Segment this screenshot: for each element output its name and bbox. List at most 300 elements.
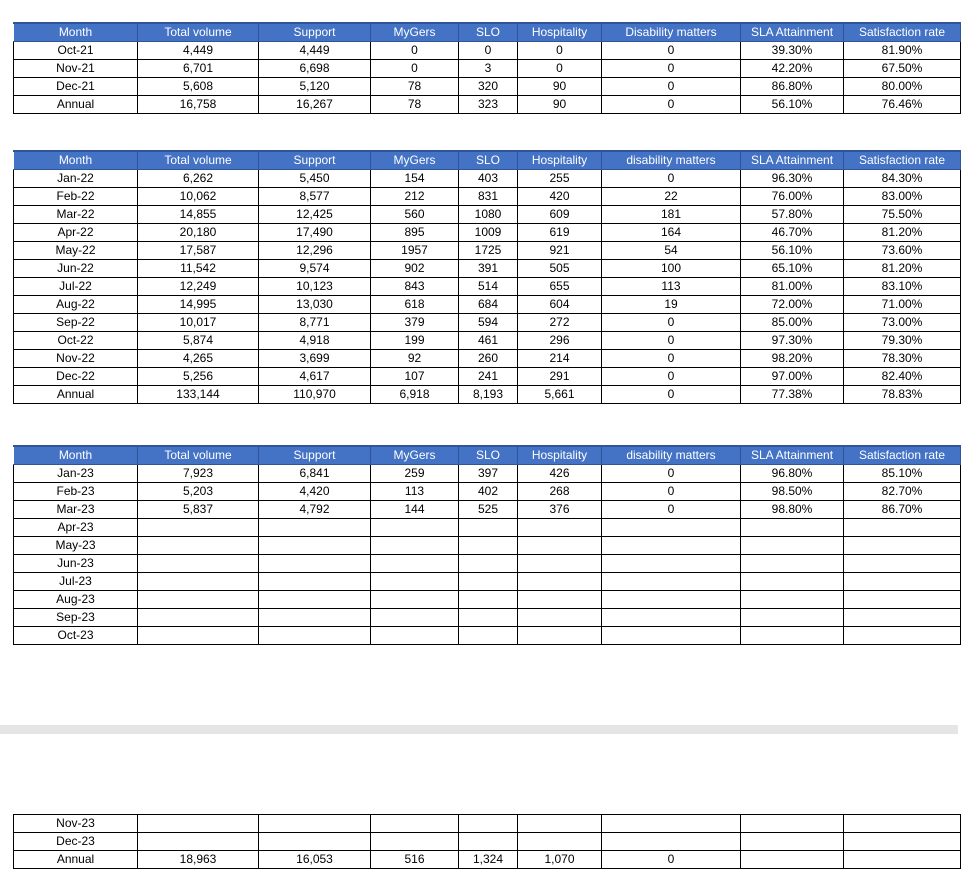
cell-sla-attainment	[741, 555, 844, 573]
cell-mygers: 895	[371, 224, 459, 242]
cell-disability-matters	[602, 573, 741, 591]
table-row	[14, 242, 961, 260]
cell-month: Sep-23	[14, 609, 138, 627]
monthly-stats-table-2021	[13, 22, 961, 114]
table-row	[14, 591, 961, 609]
cell-satisfaction-rate	[844, 591, 961, 609]
cell-satisfaction-rate: 83.00%	[844, 188, 961, 206]
cell-hospitality	[518, 815, 602, 833]
cell-sla-attainment: 39.30%	[741, 42, 844, 60]
cell-satisfaction-rate: 81.20%	[844, 224, 961, 242]
cell-satisfaction-rate: 73.60%	[844, 242, 961, 260]
column-header-satisfaction-rate: Satisfaction rate	[844, 151, 961, 170]
cell-satisfaction-rate: 75.50%	[844, 206, 961, 224]
column-header-sla-attainment: SLA Attainment	[741, 446, 844, 465]
cell-mygers: 843	[371, 278, 459, 296]
cell-month: Jan-22	[14, 170, 138, 188]
cell-sla-attainment	[741, 609, 844, 627]
cell-satisfaction-rate: 78.30%	[844, 350, 961, 368]
cell-disability-matters: 0	[602, 465, 741, 483]
cell-sla-attainment	[741, 573, 844, 591]
cell-disability-matters: 0	[602, 332, 741, 350]
cell-satisfaction-rate: 78.83%	[844, 386, 961, 404]
cell-mygers: 560	[371, 206, 459, 224]
cell-sla-attainment: 96.30%	[741, 170, 844, 188]
cell-total-volume: 133,144	[138, 386, 259, 404]
cell-satisfaction-rate	[844, 537, 961, 555]
cell-disability-matters: 19	[602, 296, 741, 314]
cell-slo: 323	[459, 96, 518, 114]
cell-support: 5,120	[259, 78, 371, 96]
cell-month: Feb-22	[14, 188, 138, 206]
cell-sla-attainment: 97.30%	[741, 332, 844, 350]
cell-sla-attainment	[741, 833, 844, 851]
cell-mygers	[371, 519, 459, 537]
cell-total-volume: 11,542	[138, 260, 259, 278]
cell-disability-matters: 164	[602, 224, 741, 242]
cell-slo: 514	[459, 278, 518, 296]
table-row	[14, 350, 961, 368]
column-header-month: Month	[14, 151, 138, 170]
cell-satisfaction-rate	[844, 833, 961, 851]
cell-disability-matters	[602, 833, 741, 851]
cell-sla-attainment: 56.10%	[741, 242, 844, 260]
table-row	[14, 78, 961, 96]
table-row	[14, 483, 961, 501]
cell-disability-matters: 0	[602, 501, 741, 519]
cell-month: Annual	[14, 386, 138, 404]
cell-satisfaction-rate: 81.90%	[844, 42, 961, 60]
table-row	[14, 42, 961, 60]
cell-mygers	[371, 609, 459, 627]
cell-total-volume: 5,608	[138, 78, 259, 96]
cell-satisfaction-rate	[844, 609, 961, 627]
column-header-slo: SLO	[459, 23, 518, 42]
cell-support: 17,490	[259, 224, 371, 242]
column-header-disability-matters: disability matters	[602, 446, 741, 465]
cell-disability-matters	[602, 591, 741, 609]
cell-month: Annual	[14, 96, 138, 114]
column-header-mygers: MyGers	[371, 23, 459, 42]
table-row	[14, 851, 961, 869]
cell-satisfaction-rate	[844, 851, 961, 869]
cell-total-volume: 17,587	[138, 242, 259, 260]
cell-support	[259, 573, 371, 591]
cell-slo	[459, 537, 518, 555]
cell-total-volume: 7,923	[138, 465, 259, 483]
cell-month: Dec-21	[14, 78, 138, 96]
cell-hospitality	[518, 537, 602, 555]
cell-satisfaction-rate: 67.50%	[844, 60, 961, 78]
cell-total-volume	[138, 573, 259, 591]
cell-support: 110,970	[259, 386, 371, 404]
cell-hospitality	[518, 555, 602, 573]
cell-sla-attainment	[741, 519, 844, 537]
cell-disability-matters	[602, 627, 741, 645]
cell-mygers	[371, 627, 459, 645]
cell-hospitality: 505	[518, 260, 602, 278]
cell-mygers	[371, 591, 459, 609]
cell-month: Apr-22	[14, 224, 138, 242]
column-header-disability-matters: disability matters	[602, 151, 741, 170]
cell-slo: 831	[459, 188, 518, 206]
cell-hospitality: 619	[518, 224, 602, 242]
cell-mygers: 154	[371, 170, 459, 188]
cell-hospitality	[518, 519, 602, 537]
cell-satisfaction-rate: 76.46%	[844, 96, 961, 114]
cell-slo: 402	[459, 483, 518, 501]
column-header-support: Support	[259, 23, 371, 42]
cell-support: 3,699	[259, 350, 371, 368]
monthly-stats-table-2023-continued	[13, 814, 961, 869]
table-row	[14, 278, 961, 296]
table-row	[14, 537, 961, 555]
cell-hospitality: 376	[518, 501, 602, 519]
cell-mygers: 107	[371, 368, 459, 386]
cell-disability-matters: 113	[602, 278, 741, 296]
cell-month: Oct-23	[14, 627, 138, 645]
cell-disability-matters	[602, 815, 741, 833]
cell-sla-attainment: 96.80%	[741, 465, 844, 483]
cell-support	[259, 833, 371, 851]
cell-total-volume: 5,203	[138, 483, 259, 501]
cell-mygers: 1957	[371, 242, 459, 260]
cell-total-volume	[138, 627, 259, 645]
table-row	[14, 188, 961, 206]
column-header-support: Support	[259, 446, 371, 465]
cell-mygers: 379	[371, 314, 459, 332]
cell-satisfaction-rate: 86.70%	[844, 501, 961, 519]
cell-slo: 1080	[459, 206, 518, 224]
cell-slo: 241	[459, 368, 518, 386]
cell-hospitality: 272	[518, 314, 602, 332]
cell-disability-matters	[602, 609, 741, 627]
cell-total-volume	[138, 815, 259, 833]
column-header-support: Support	[259, 151, 371, 170]
cell-hospitality: 420	[518, 188, 602, 206]
column-header-slo: SLO	[459, 446, 518, 465]
cell-disability-matters: 0	[602, 851, 741, 869]
cell-sla-attainment: 72.00%	[741, 296, 844, 314]
column-header-total-volume: Total volume	[138, 23, 259, 42]
table-row	[14, 368, 961, 386]
column-header-month: Month	[14, 446, 138, 465]
cell-total-volume	[138, 833, 259, 851]
table-row	[14, 96, 961, 114]
cell-month: Jun-22	[14, 260, 138, 278]
cell-total-volume: 10,062	[138, 188, 259, 206]
cell-mygers: 259	[371, 465, 459, 483]
cell-disability-matters: 0	[602, 483, 741, 501]
cell-total-volume	[138, 609, 259, 627]
table-row	[14, 519, 961, 537]
column-header-hospitality: Hospitality	[518, 446, 602, 465]
cell-satisfaction-rate: 84.30%	[844, 170, 961, 188]
cell-total-volume: 4,449	[138, 42, 259, 60]
cell-sla-attainment: 46.70%	[741, 224, 844, 242]
cell-hospitality: 604	[518, 296, 602, 314]
cell-slo	[459, 815, 518, 833]
cell-support	[259, 627, 371, 645]
cell-month: Jun-23	[14, 555, 138, 573]
cell-hospitality: 426	[518, 465, 602, 483]
cell-mygers: 78	[371, 78, 459, 96]
cell-sla-attainment: 56.10%	[741, 96, 844, 114]
cell-hospitality: 5,661	[518, 386, 602, 404]
cell-support: 9,574	[259, 260, 371, 278]
cell-slo: 320	[459, 78, 518, 96]
cell-slo	[459, 555, 518, 573]
cell-slo: 1725	[459, 242, 518, 260]
cell-support: 4,792	[259, 501, 371, 519]
table-row	[14, 609, 961, 627]
cell-disability-matters	[602, 555, 741, 573]
cell-sla-attainment: 97.00%	[741, 368, 844, 386]
cell-slo	[459, 609, 518, 627]
table-row	[14, 170, 961, 188]
cell-slo: 684	[459, 296, 518, 314]
column-header-month: Month	[14, 23, 138, 42]
cell-total-volume	[138, 519, 259, 537]
cell-slo	[459, 833, 518, 851]
table-row	[14, 206, 961, 224]
cell-month: Dec-23	[14, 833, 138, 851]
column-header-disability-matters: Disability matters	[602, 23, 741, 42]
cell-support: 8,577	[259, 188, 371, 206]
cell-disability-matters: 22	[602, 188, 741, 206]
cell-mygers: 92	[371, 350, 459, 368]
cell-mygers: 0	[371, 42, 459, 60]
cell-support: 4,918	[259, 332, 371, 350]
cell-total-volume: 4,265	[138, 350, 259, 368]
cell-disability-matters: 0	[602, 314, 741, 332]
cell-month: Mar-22	[14, 206, 138, 224]
cell-mygers: 0	[371, 60, 459, 78]
cell-support: 4,420	[259, 483, 371, 501]
column-header-slo: SLO	[459, 151, 518, 170]
cell-disability-matters: 0	[602, 60, 741, 78]
cell-sla-attainment: 65.10%	[741, 260, 844, 278]
cell-total-volume: 6,701	[138, 60, 259, 78]
cell-hospitality	[518, 627, 602, 645]
cell-month: Oct-22	[14, 332, 138, 350]
table-row	[14, 296, 961, 314]
cell-sla-attainment: 76.00%	[741, 188, 844, 206]
cell-satisfaction-rate: 82.70%	[844, 483, 961, 501]
cell-satisfaction-rate	[844, 519, 961, 537]
cell-total-volume	[138, 591, 259, 609]
cell-total-volume: 14,995	[138, 296, 259, 314]
cell-mygers: 6,918	[371, 386, 459, 404]
cell-disability-matters	[602, 537, 741, 555]
cell-disability-matters: 0	[602, 170, 741, 188]
column-header-mygers: MyGers	[371, 446, 459, 465]
cell-month: Nov-21	[14, 60, 138, 78]
cell-support	[259, 555, 371, 573]
cell-month: Feb-23	[14, 483, 138, 501]
cell-sla-attainment: 86.80%	[741, 78, 844, 96]
table-row	[14, 60, 961, 78]
cell-slo	[459, 519, 518, 537]
cell-disability-matters: 0	[602, 386, 741, 404]
cell-slo: 461	[459, 332, 518, 350]
table-row	[14, 224, 961, 242]
cell-satisfaction-rate	[844, 627, 961, 645]
cell-support: 13,030	[259, 296, 371, 314]
cell-support	[259, 609, 371, 627]
cell-satisfaction-rate	[844, 815, 961, 833]
cell-mygers: 199	[371, 332, 459, 350]
header-row	[14, 446, 961, 465]
cell-sla-attainment: 98.80%	[741, 501, 844, 519]
cell-month: Jul-23	[14, 573, 138, 591]
table-row	[14, 627, 961, 645]
column-header-hospitality: Hospitality	[518, 23, 602, 42]
cell-month: Aug-23	[14, 591, 138, 609]
cell-disability-matters: 0	[602, 42, 741, 60]
cell-total-volume	[138, 537, 259, 555]
cell-support: 6,841	[259, 465, 371, 483]
cell-month: May-23	[14, 537, 138, 555]
cell-support: 5,450	[259, 170, 371, 188]
cell-mygers	[371, 573, 459, 591]
cell-support: 8,771	[259, 314, 371, 332]
cell-sla-attainment: 85.00%	[741, 314, 844, 332]
cell-hospitality	[518, 609, 602, 627]
page-break-divider	[0, 725, 958, 734]
cell-hospitality: 0	[518, 42, 602, 60]
cell-slo: 403	[459, 170, 518, 188]
cell-mygers: 144	[371, 501, 459, 519]
cell-total-volume: 18,963	[138, 851, 259, 869]
cell-hospitality: 1,070	[518, 851, 602, 869]
table-row	[14, 386, 961, 404]
cell-month: Dec-22	[14, 368, 138, 386]
table-row	[14, 833, 961, 851]
cell-hospitality: 255	[518, 170, 602, 188]
column-header-hospitality: Hospitality	[518, 151, 602, 170]
column-header-total-volume: Total volume	[138, 446, 259, 465]
cell-mygers: 618	[371, 296, 459, 314]
cell-satisfaction-rate	[844, 555, 961, 573]
cell-hospitality: 90	[518, 96, 602, 114]
cell-support	[259, 519, 371, 537]
cell-month: Jan-23	[14, 465, 138, 483]
cell-slo: 1,324	[459, 851, 518, 869]
cell-support	[259, 815, 371, 833]
cell-hospitality	[518, 591, 602, 609]
cell-month: Sep-22	[14, 314, 138, 332]
table-row	[14, 260, 961, 278]
cell-mygers	[371, 815, 459, 833]
cell-satisfaction-rate: 81.20%	[844, 260, 961, 278]
cell-disability-matters: 0	[602, 368, 741, 386]
cell-total-volume: 14,855	[138, 206, 259, 224]
cell-month: Oct-21	[14, 42, 138, 60]
column-header-mygers: MyGers	[371, 151, 459, 170]
cell-month: Apr-23	[14, 519, 138, 537]
cell-sla-attainment	[741, 537, 844, 555]
table-row	[14, 573, 961, 591]
cell-support: 16,053	[259, 851, 371, 869]
cell-support: 4,617	[259, 368, 371, 386]
cell-month: Aug-22	[14, 296, 138, 314]
cell-disability-matters: 181	[602, 206, 741, 224]
cell-hospitality: 214	[518, 350, 602, 368]
cell-mygers: 212	[371, 188, 459, 206]
cell-support: 12,296	[259, 242, 371, 260]
cell-month: Nov-22	[14, 350, 138, 368]
header-row	[14, 151, 961, 170]
cell-slo: 3	[459, 60, 518, 78]
cell-slo: 391	[459, 260, 518, 278]
cell-month: Mar-23	[14, 501, 138, 519]
cell-slo	[459, 591, 518, 609]
cell-support: 6,698	[259, 60, 371, 78]
cell-sla-attainment	[741, 815, 844, 833]
cell-slo: 260	[459, 350, 518, 368]
cell-sla-attainment: 57.80%	[741, 206, 844, 224]
cell-mygers	[371, 555, 459, 573]
column-header-satisfaction-rate: Satisfaction rate	[844, 23, 961, 42]
cell-support	[259, 591, 371, 609]
cell-support: 16,267	[259, 96, 371, 114]
cell-hospitality	[518, 833, 602, 851]
cell-hospitality: 0	[518, 60, 602, 78]
cell-slo: 0	[459, 42, 518, 60]
cell-disability-matters	[602, 519, 741, 537]
monthly-stats-table-2023	[13, 445, 961, 645]
cell-mygers	[371, 833, 459, 851]
cell-disability-matters: 0	[602, 96, 741, 114]
cell-month: Nov-23	[14, 815, 138, 833]
cell-hospitality: 296	[518, 332, 602, 350]
cell-hospitality: 268	[518, 483, 602, 501]
cell-hospitality: 609	[518, 206, 602, 224]
cell-slo: 594	[459, 314, 518, 332]
cell-mygers: 516	[371, 851, 459, 869]
cell-satisfaction-rate: 85.10%	[844, 465, 961, 483]
table-row	[14, 314, 961, 332]
cell-satisfaction-rate: 73.00%	[844, 314, 961, 332]
cell-month: May-22	[14, 242, 138, 260]
cell-total-volume: 5,837	[138, 501, 259, 519]
header-row	[14, 23, 961, 42]
cell-sla-attainment: 98.50%	[741, 483, 844, 501]
cell-satisfaction-rate: 79.30%	[844, 332, 961, 350]
cell-month: Annual	[14, 851, 138, 869]
cell-mygers: 78	[371, 96, 459, 114]
table-row	[14, 501, 961, 519]
monthly-stats-table-2022	[13, 150, 961, 404]
cell-total-volume: 20,180	[138, 224, 259, 242]
cell-slo: 1009	[459, 224, 518, 242]
cell-disability-matters: 100	[602, 260, 741, 278]
table-row	[14, 332, 961, 350]
cell-support: 12,425	[259, 206, 371, 224]
cell-mygers: 113	[371, 483, 459, 501]
cell-hospitality: 291	[518, 368, 602, 386]
table-row	[14, 815, 961, 833]
cell-slo: 8,193	[459, 386, 518, 404]
cell-disability-matters: 0	[602, 350, 741, 368]
cell-hospitality: 90	[518, 78, 602, 96]
cell-satisfaction-rate	[844, 573, 961, 591]
cell-sla-attainment	[741, 627, 844, 645]
cell-total-volume: 5,256	[138, 368, 259, 386]
cell-hospitality	[518, 573, 602, 591]
cell-slo: 525	[459, 501, 518, 519]
